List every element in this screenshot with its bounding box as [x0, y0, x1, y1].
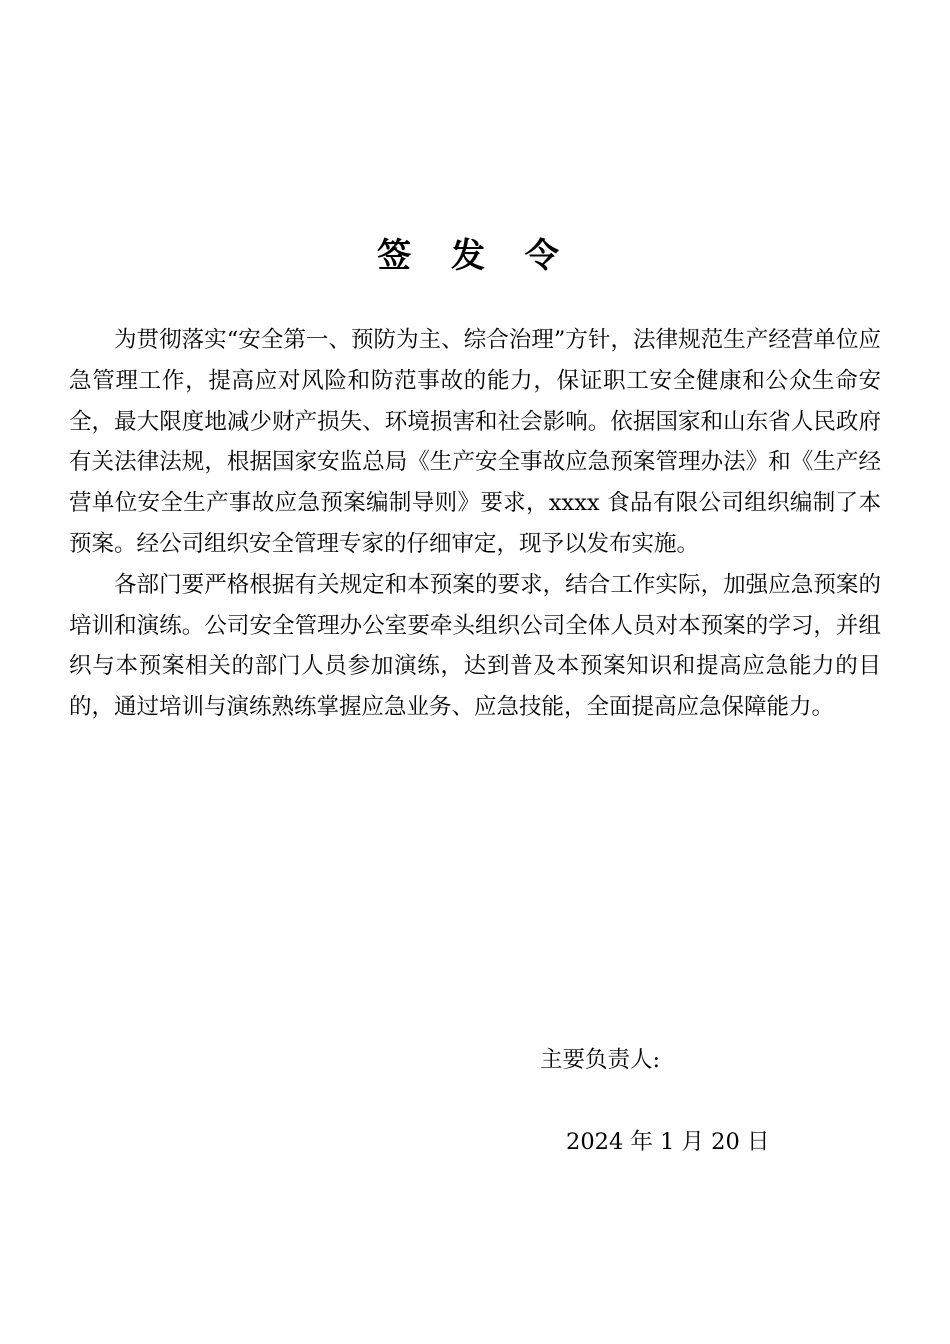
document-title: 签 发 令: [377, 236, 573, 276]
paragraph-2: 各部门要严格根据有关规定和本预案的要求，结合工作实际，加强应急预案的培训和演练。公司安全管理办公室要牵头组织公司全体人员对本预案的学习，并组织与本预案相关的部门人员参加演练，达到普及本预案知识和提高应急能力的目的，通过培训与演练熟练掌握应急业务、应急技能，全面提高应急保障能力。: [69, 571, 881, 721]
signer-label: 主要负责人:: [540, 1047, 661, 1073]
signature-date: 2024 年 1 月 20 日: [566, 1129, 770, 1155]
paragraph-1: 为贯彻落实“安全第一、预防为主、综合治理”方针，法律规范生产经营单位应急管理工作，提高应对风险和防范事故的能力，保证职工安全健康和公众生命安全，最大限度地减少财产损失、环境损害和社会影响。依据国家和山东省人民政府有关法律法规，根据国家安监总局《生产安全事故应急预案管理办法》和《生产经营单位安全生产事故应急预案编制导则》要求，xxxx 食品有限公司组织编制了本预案。经公司组织安全管理专家的仔细审定，现予以发布实施。: [69, 327, 881, 557]
document-body: [69, 320, 881, 728]
